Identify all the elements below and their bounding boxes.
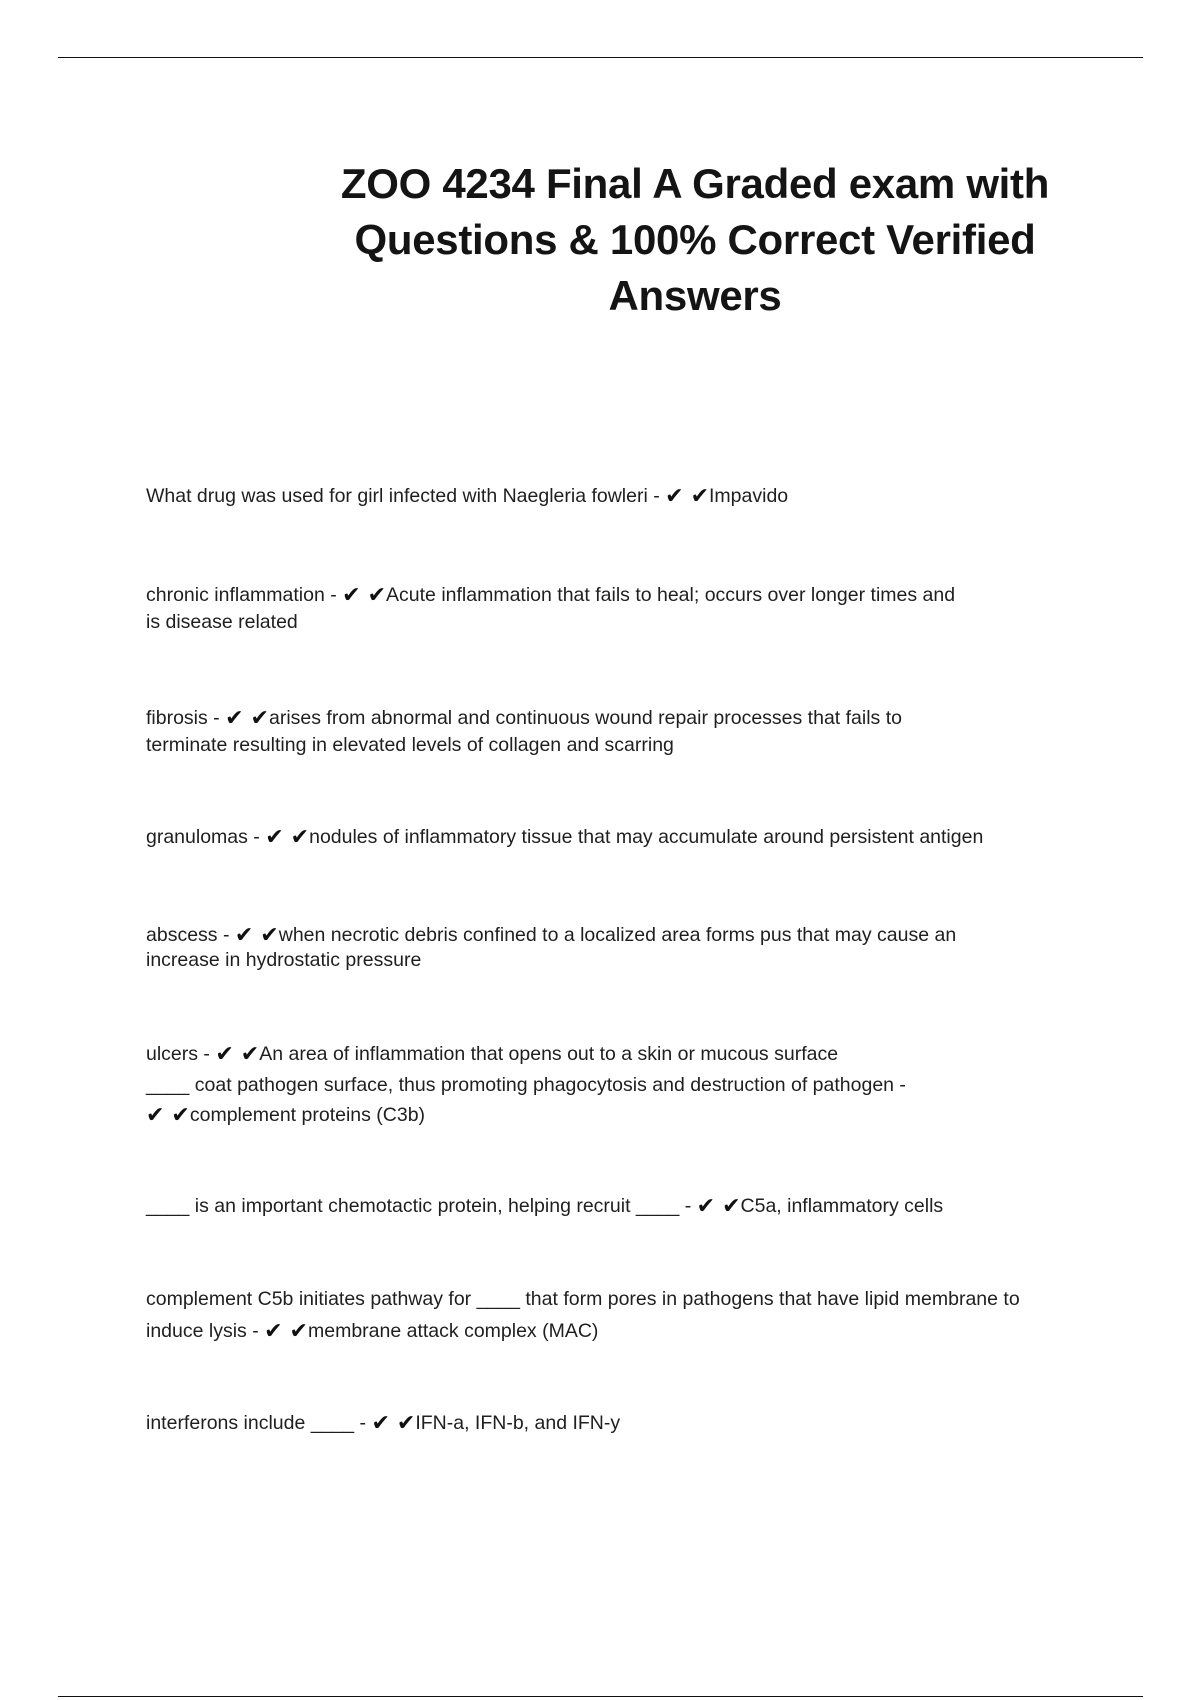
title-line-3: Answers [608,272,782,319]
double-check-icon: ✔ ✔ [342,583,387,608]
double-check-icon: ✔ ✔ [265,825,310,850]
question-text-continued: induce lysis - [146,1320,265,1342]
qa-item-9 [146,1410,1086,1437]
qa-item-3 [146,705,1086,758]
answer-text: nodules of inflammatory tissue that may accumulate around persistent antigen [309,826,984,848]
double-check-icon: ✔ ✔ [146,1103,190,1128]
qa-item-6 [146,1039,1086,1131]
top-rule [58,57,1143,58]
question-text: interferons include ____ - [146,1412,372,1434]
bottom-rule [58,1696,1143,1697]
answer-text: arises from abnormal and continuous wound repair processes that fails to [268,707,902,729]
answer-text: complement proteins (C3b) [189,1104,426,1126]
title-line-1: ZOO 4234 Final A Graded exam with [340,160,1050,207]
answer-text: An area of inflammation that opens out to a skin or mucous surface [259,1043,839,1065]
double-check-icon: ✔ ✔ [665,484,710,509]
question-text: abscess - [146,924,235,946]
question-text: fibrosis - [146,707,226,729]
answer-text-continued: increase in hydrostatic pressure [146,949,422,971]
title-line-2: Questions & 100% Correct Verified [354,216,1036,263]
question-text: What drug was used for girl infected with Naegleria fowleri - [146,485,666,507]
question-text: ____ is an important chemotactic protein, helping recruit ____ - [146,1195,697,1217]
qa-item-4 [146,824,1086,851]
answer-text: C5a, inflammatory cells [740,1195,944,1217]
answer-text-continued: is disease related [146,611,298,633]
qa-item-7 [146,1193,1086,1220]
qa-item-5 [146,923,1086,973]
qa-item-1 [146,483,1086,510]
double-check-icon: ✔ ✔ [225,706,269,731]
answer-text: Acute inflammation that fails to heal; occurs over longer times and [386,584,956,606]
answer-text: IFN-a, IFN-b, and IFN-y [415,1412,621,1434]
question-text-second: ____ coat pathogen surface, thus promoting phagocytosis and destruction of pathogen - [146,1074,906,1096]
double-check-icon: ✔ ✔ [215,1042,260,1067]
question-text: chronic inflammation - [146,584,343,606]
question-text: ulcers - [146,1043,216,1065]
answer-text: membrane attack complex (MAC) [308,1320,599,1342]
double-check-icon: ✔ ✔ [371,1411,416,1436]
answer-text: Impavido [709,485,789,507]
document-title [300,156,1090,324]
answer-text: when necrotic debris confined to a localized area forms pus that may cause an [278,924,957,946]
double-check-icon: ✔ ✔ [264,1319,308,1344]
qa-item-8 [146,1283,1086,1348]
question-text: complement C5b initiates pathway for ____ that form pores in pathogens that have lipid membrane to [146,1288,1020,1310]
double-check-icon: ✔ ✔ [696,1194,741,1219]
double-check-icon: ✔ ✔ [234,923,279,948]
question-text: granulomas - [146,826,266,848]
qa-item-2 [146,582,1086,635]
answer-text-continued: terminate resulting in elevated levels of collagen and scarring [146,734,674,756]
